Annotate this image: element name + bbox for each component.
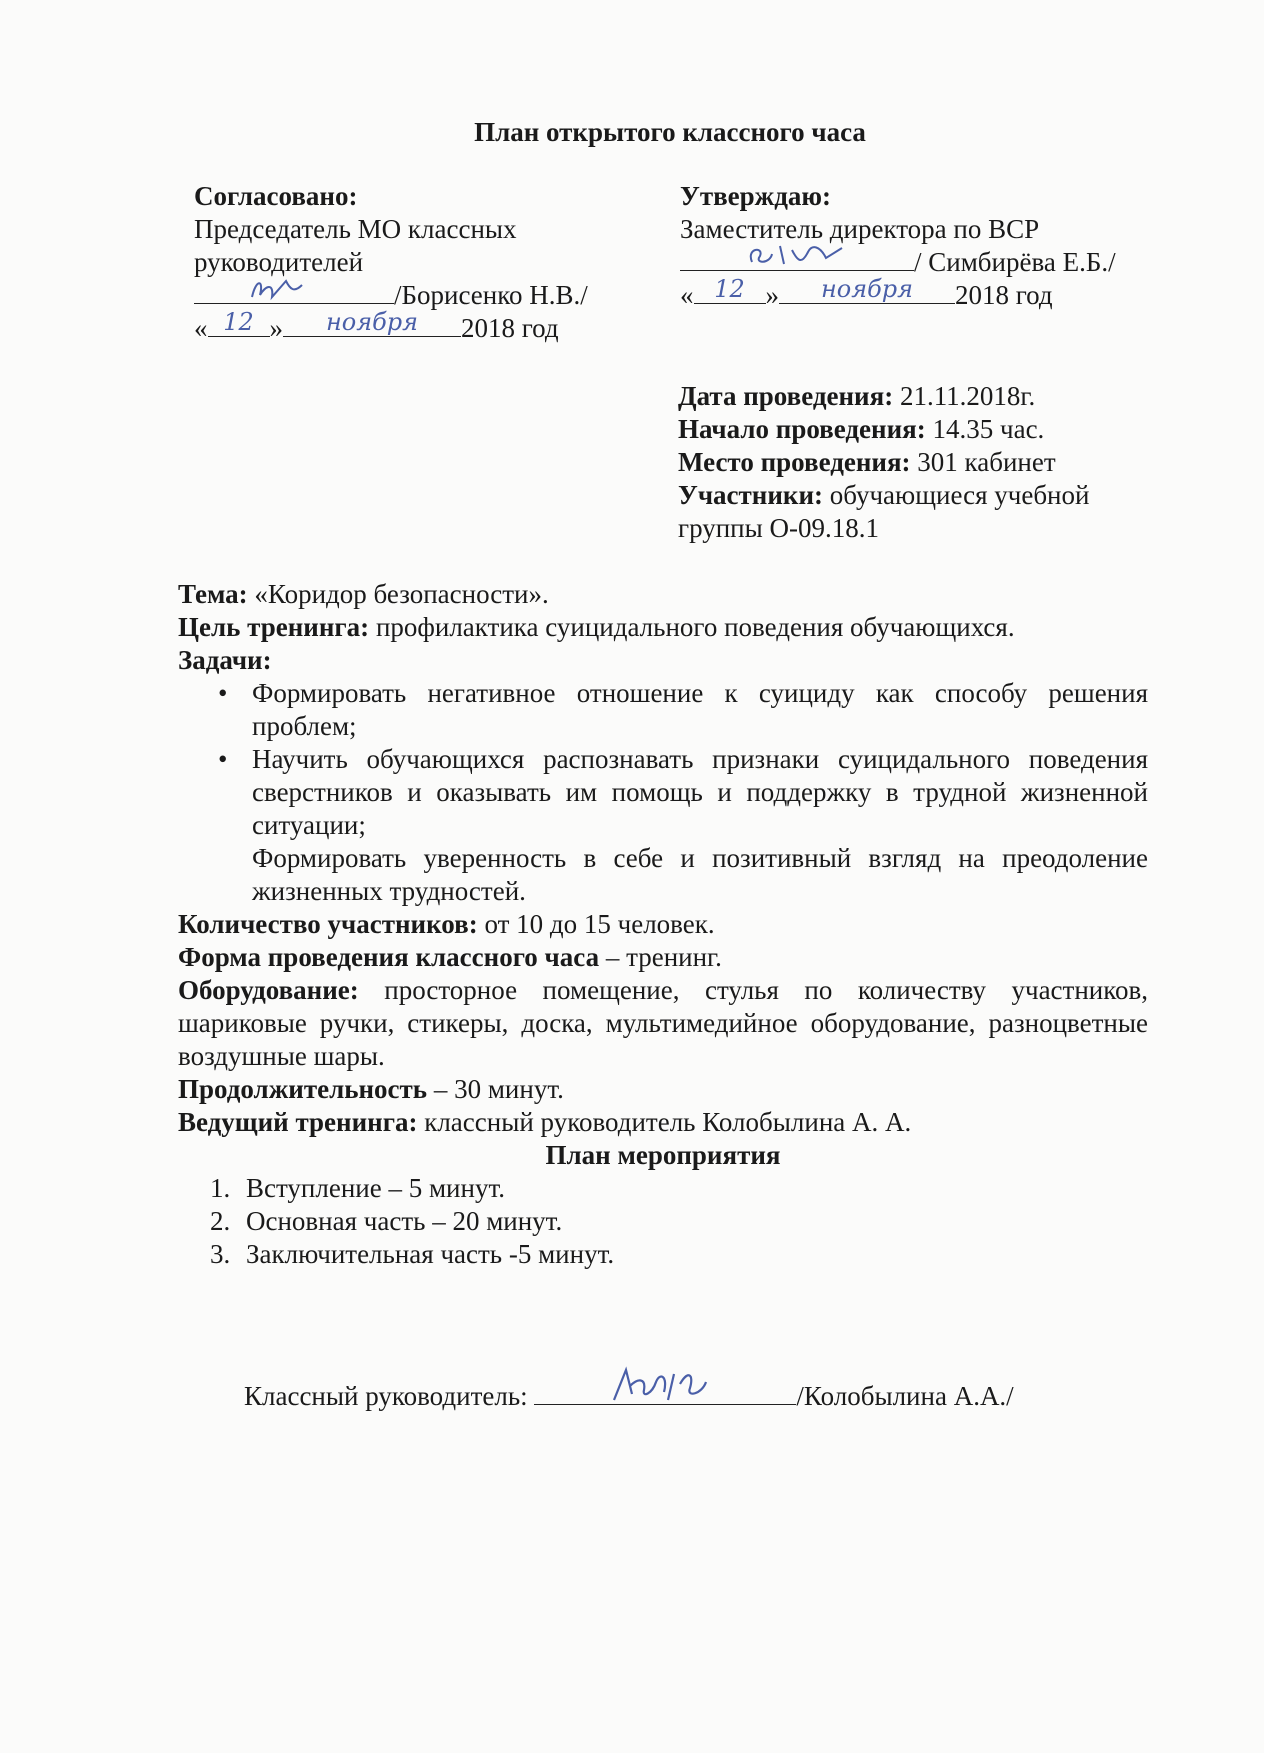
plan-heading: План мероприятия <box>545 1140 781 1170</box>
event-start-label: Начало проведения: <box>678 414 926 444</box>
form <box>178 941 1148 974</box>
left-role-line1: Председатель МО классных <box>194 214 517 244</box>
duration <box>178 1073 1148 1106</box>
tasks-list <box>178 677 1148 908</box>
event-date <box>678 380 1089 413</box>
list-item <box>178 1205 1148 1238</box>
plan-item-number: 2. <box>210 1206 231 1236</box>
form-value: – тренинг. <box>599 942 722 972</box>
left-date-line <box>194 308 634 345</box>
list-item <box>178 677 1148 743</box>
left-date-month-field <box>283 308 461 337</box>
left-date-open-quote: « <box>194 313 208 343</box>
tasks-heading: Задачи: <box>178 645 272 675</box>
signature-label: Классный руководитель: <box>244 1381 528 1411</box>
signature-field <box>534 1380 796 1405</box>
right-name: / Симбирёва Е.Б./ <box>914 247 1116 277</box>
event-participants <box>678 479 1089 512</box>
host-value: классный руководитель Колобылина А. А. <box>417 1107 912 1137</box>
list-item <box>178 1238 1148 1271</box>
right-date-year: 2018 год <box>955 280 1053 310</box>
right-date-day: 12 <box>714 275 745 303</box>
main-body <box>178 578 1148 1271</box>
approval-left <box>194 180 634 345</box>
task-text: Формировать уверенность в себе и позитивный взгляд на преодоление жизненных трудностей. <box>252 843 1148 906</box>
goal-value: профилактика суицидального поведения обучающихся. <box>369 612 1015 642</box>
list-item <box>178 842 1148 908</box>
page-title: План открытого классного часа <box>474 117 866 147</box>
left-date-day: 12 <box>223 308 254 336</box>
plan-item-text: Заключительная часть -5 минут. <box>246 1239 615 1269</box>
left-signature-scribble <box>194 275 394 303</box>
right-date-month: ноября <box>820 275 914 303</box>
event-start <box>678 413 1089 446</box>
left-date-close-quote: » <box>269 313 283 343</box>
left-date-day-field <box>208 308 270 337</box>
right-date-day-field <box>694 275 766 304</box>
plan-item-text: Вступление – 5 минут. <box>246 1173 505 1203</box>
goal-label: Цель тренинга: <box>178 612 370 642</box>
right-signature-line <box>680 246 1150 279</box>
left-signature-field <box>194 279 394 304</box>
left-role-line2: руководителей <box>194 247 364 277</box>
plan-item-number: 3. <box>210 1239 231 1269</box>
event-participants-group: группы О-09.18.1 <box>678 513 879 543</box>
plan-item-text: Основная часть – 20 минут. <box>246 1206 563 1236</box>
plan-list <box>178 1172 1148 1271</box>
left-name: /Борисенко Н.В./ <box>394 280 588 310</box>
right-date-line <box>680 275 1150 312</box>
event-place <box>678 446 1089 479</box>
left-date-year: 2018 год <box>461 313 559 343</box>
event-date-label: Дата проведения: <box>678 381 894 411</box>
approve-heading: Утверждаю: <box>680 181 832 211</box>
right-role-line1: Заместитель директора по ВСР <box>680 214 1040 244</box>
right-date-month-field <box>779 275 955 304</box>
goal <box>178 611 1148 644</box>
plan-item-number: 1. <box>210 1173 231 1203</box>
list-item <box>178 1172 1148 1205</box>
bullet-icon: • <box>218 678 228 708</box>
host <box>178 1106 1148 1139</box>
participant-count-label: Количество участников: <box>178 909 478 939</box>
right-signature-field <box>680 246 914 271</box>
event-place-label: Место проведения: <box>678 447 911 477</box>
event-participants-label: Участники: <box>678 480 824 510</box>
approval-right <box>680 180 1150 312</box>
right-date-close-quote: » <box>765 280 779 310</box>
topic <box>178 578 1148 611</box>
approved-heading: Согласовано: <box>194 181 358 211</box>
equipment-value: просторное помещение, стулья по количеству участников, шариковые ручки, стикеры, доска, мультимедийное оборудование, разноцветные воздушные шары. <box>178 975 1148 1071</box>
equipment <box>178 974 1148 1073</box>
event-participants-value: обучающиеся учебной <box>823 480 1090 510</box>
task-text: Формировать негативное отношение к суициду как способу решения проблем; <box>252 678 1148 741</box>
event-place-value: 301 кабинет <box>910 447 1056 477</box>
event-start-value: 14.35 час. <box>925 414 1045 444</box>
topic-label: Тема: <box>178 579 248 609</box>
duration-value: – 30 минут. <box>427 1074 564 1104</box>
task-text: Научить обучающихся распознавать признаки суицидального поведения сверстников и оказывать им помощь и поддержку в трудной жизненной ситуации; <box>252 744 1148 840</box>
list-item <box>178 743 1148 842</box>
participant-count-value: от 10 до 15 человек. <box>477 909 715 939</box>
host-label: Ведущий тренинга: <box>178 1107 418 1137</box>
right-date-open-quote: « <box>680 280 694 310</box>
bullet-icon: • <box>218 744 228 774</box>
teacher-signature <box>244 1380 1014 1413</box>
equipment-label: Оборудование: <box>178 975 359 1005</box>
teacher-signature-scribble <box>534 1364 796 1404</box>
event-info <box>678 380 1089 545</box>
participant-count <box>178 908 1148 941</box>
left-date-month: ноября <box>325 308 419 336</box>
duration-label: Продолжительность <box>178 1074 428 1104</box>
form-label: Форма проведения классного часа <box>178 942 600 972</box>
topic-value: «Коридор безопасности». <box>247 579 549 609</box>
right-signature-scribble <box>680 242 914 270</box>
signature-name: /Колобылина А.А./ <box>796 1381 1014 1411</box>
event-date-value: 21.11.2018г. <box>893 381 1036 411</box>
